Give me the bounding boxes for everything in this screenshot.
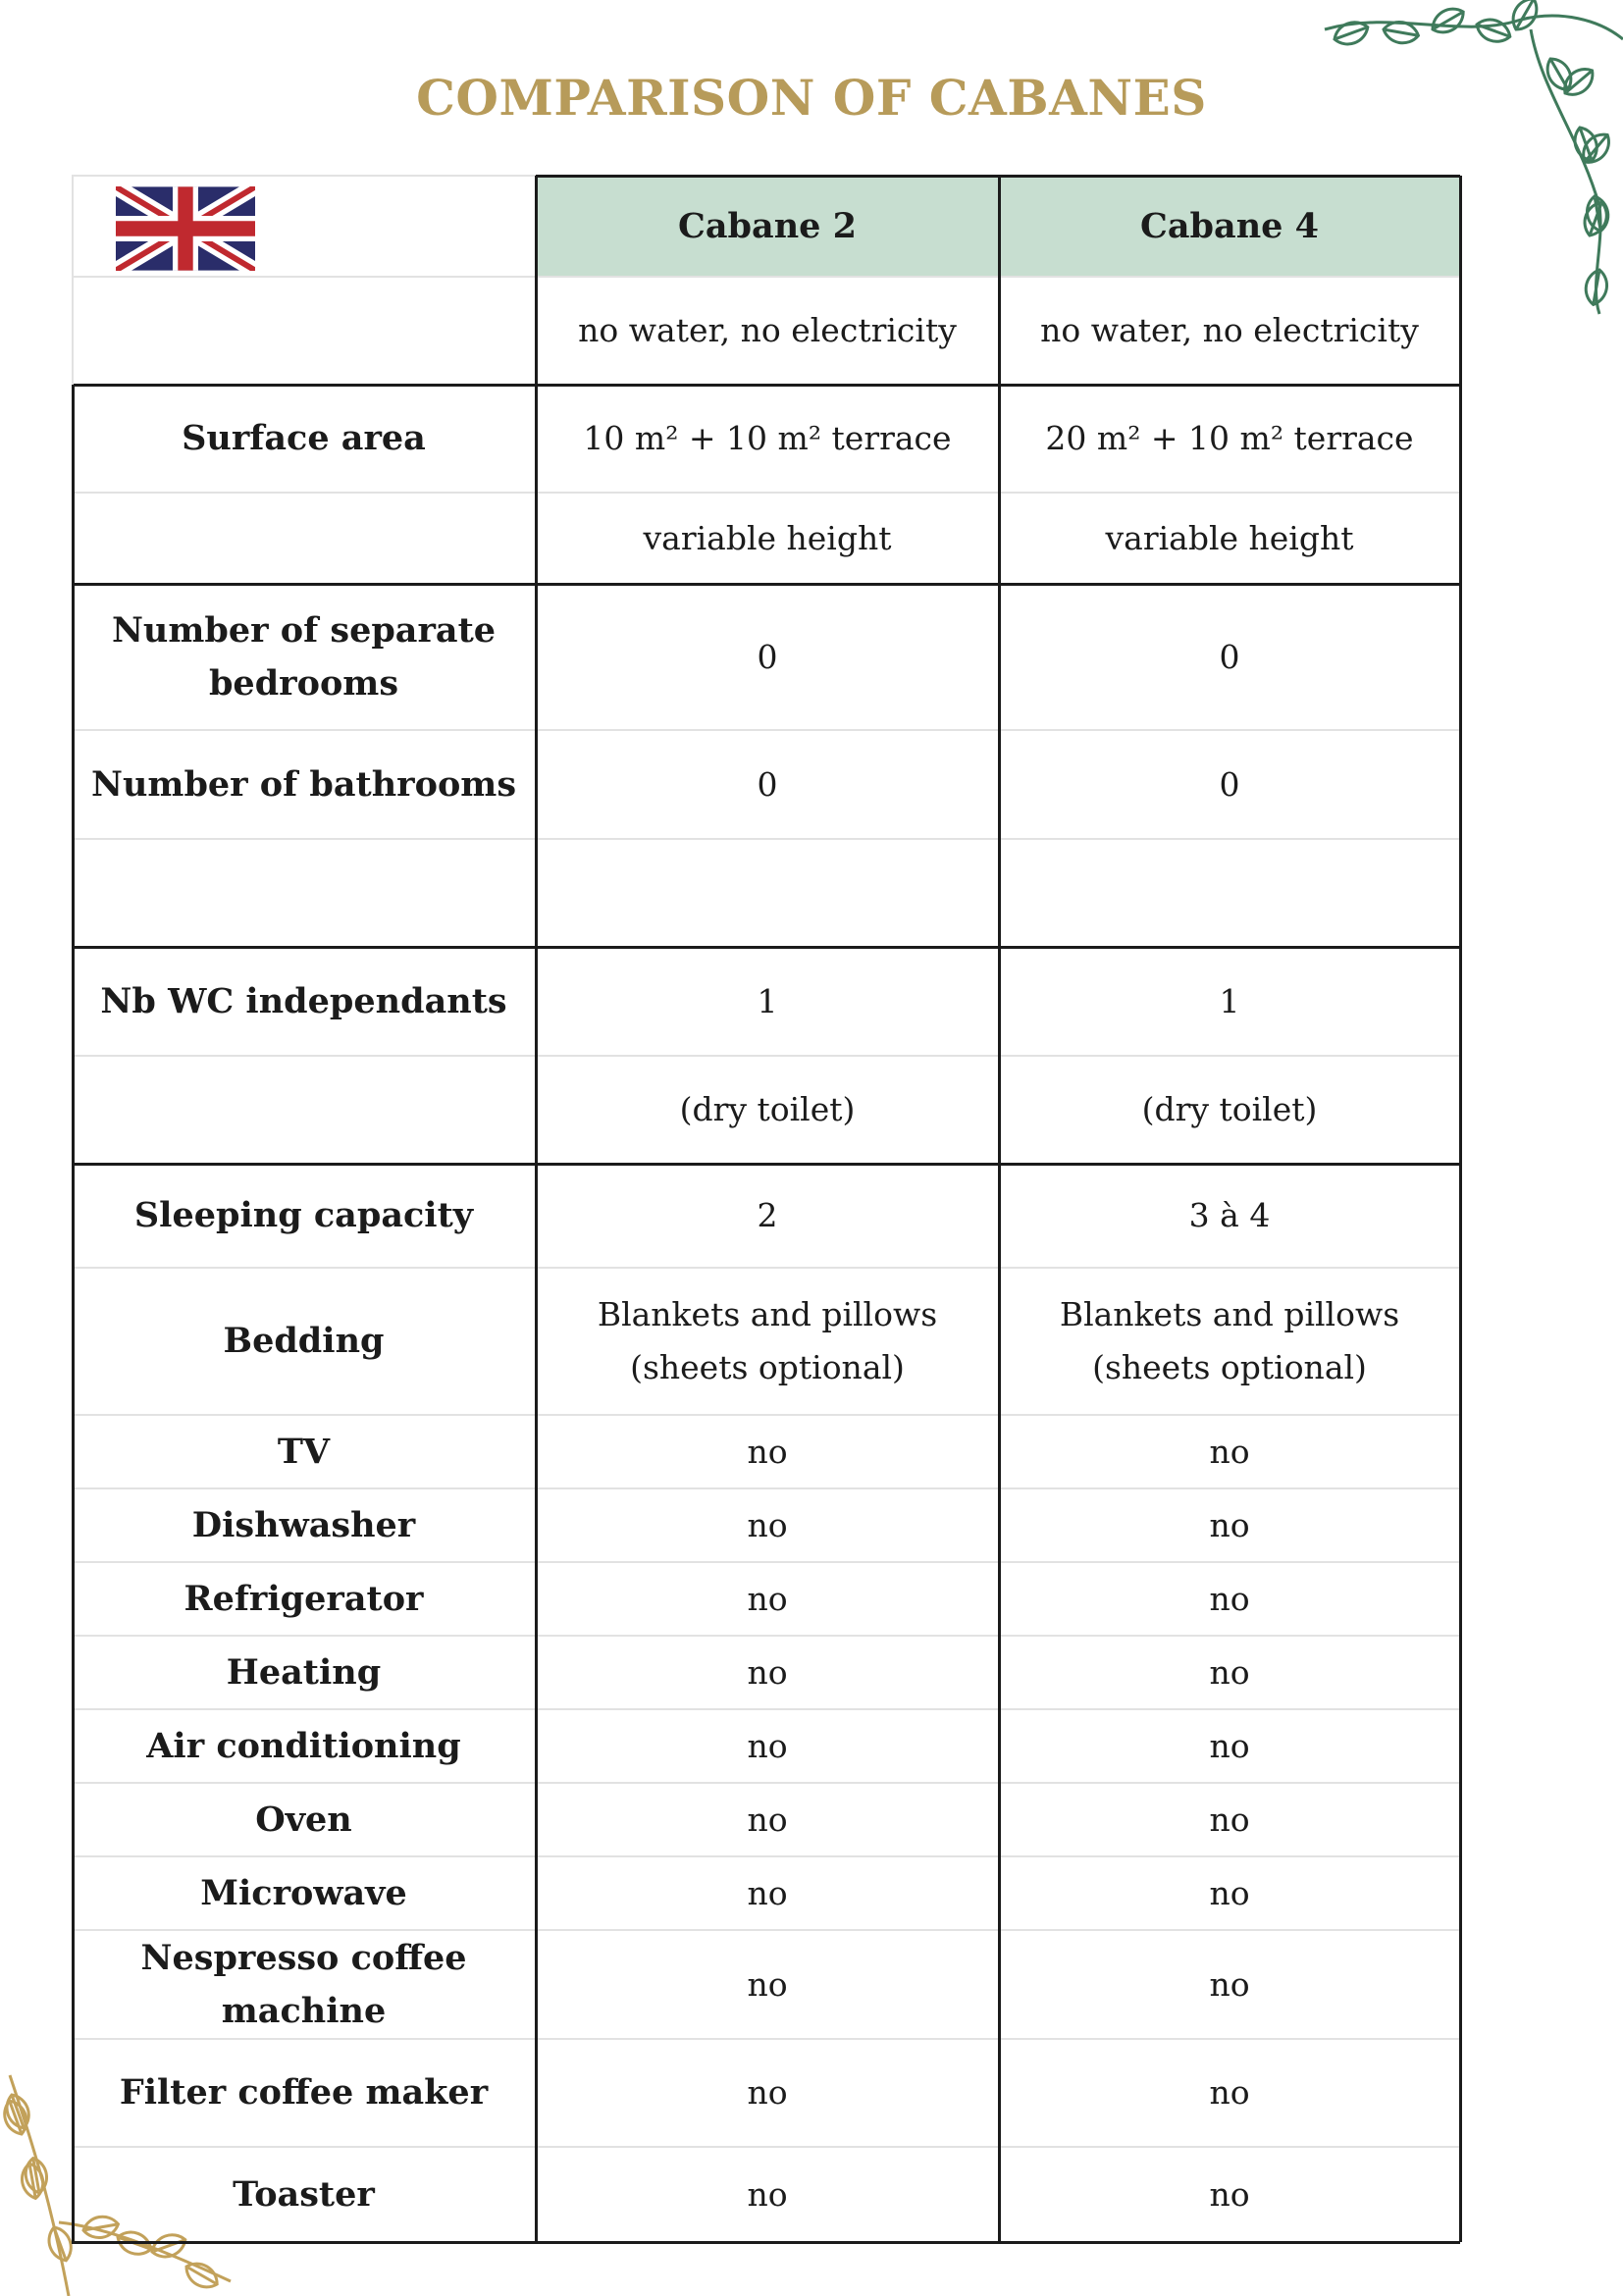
table-cell: 20 m² + 10 m² terrace [1045, 419, 1414, 457]
table-cell: no [1209, 1505, 1250, 1544]
row-label [72, 277, 536, 385]
table-cell: 2 [757, 1196, 778, 1234]
row-label [72, 839, 536, 947]
leaf-icon [20, 2162, 46, 2200]
table-cell: no [747, 1432, 788, 1471]
page-title: COMPARISON OF CABANES [416, 69, 1207, 127]
row-label: Number of bathrooms [90, 763, 517, 805]
table-cell: no [1209, 2073, 1250, 2112]
table-cell: no [1209, 1432, 1250, 1471]
table-cell: 1 [1219, 981, 1240, 1020]
table-cell: Blankets and pillows (sheets optional) [1059, 1295, 1400, 1386]
row-label: Number of separate bedrooms [111, 609, 497, 704]
table-cell: no [747, 2073, 788, 2112]
table-cell: 0 [1219, 637, 1240, 676]
leaf-icon [1428, 3, 1469, 38]
table-cell: no [747, 1964, 788, 2004]
table-cell: 1 [757, 981, 778, 1020]
row-label: TV [277, 1431, 331, 1472]
table-cell [999, 839, 1460, 947]
table-cell: no [747, 1652, 788, 1692]
table-cell: no [1209, 1964, 1250, 2004]
table-cell: no [747, 1726, 788, 1765]
row-label: Surface area [182, 418, 426, 458]
table-cell: no [1209, 1726, 1250, 1765]
row-label: Microwave [200, 1872, 407, 1913]
table-cell: 0 [1219, 764, 1240, 804]
table-cell: no [747, 1873, 788, 1912]
table-cell: (dry toilet) [679, 1090, 856, 1128]
row-label: Refrigerator [183, 1578, 424, 1619]
row-label: Filter coffee maker [119, 2072, 489, 2113]
uk-flag-icon [116, 186, 255, 271]
table-cell: 10 m² + 10 m² terrace [583, 419, 952, 457]
table-cell: 0 [757, 637, 778, 676]
table-cell: no [1209, 1652, 1250, 1692]
table-cell: no [1209, 1800, 1250, 1839]
row-label: Dishwasher [191, 1504, 416, 1545]
leaf-icon [1558, 63, 1598, 101]
row-label: Sleeping capacity [133, 1195, 474, 1235]
row-label: Nb WC independants [100, 980, 507, 1021]
table-cell: no water, no electricity [1040, 311, 1419, 349]
table-cell [536, 839, 999, 947]
table-cell: (dry toilet) [1141, 1090, 1318, 1128]
row-label [72, 493, 536, 584]
table-cell: no [747, 1579, 788, 1618]
row-label: Oven [255, 1799, 352, 1840]
table-cell: no [1209, 1873, 1250, 1912]
column-header: Cabane 2 [678, 205, 857, 246]
leaf-icon [1473, 15, 1513, 46]
table-cell: no [747, 1800, 788, 1839]
table-cell: no [1209, 1579, 1250, 1618]
table-cell: no water, no electricity [578, 311, 957, 349]
table-cell: variable height [643, 518, 892, 557]
table-cell: no [1209, 2174, 1250, 2214]
table-cell: Blankets and pillows (sheets optional) [597, 1295, 938, 1386]
table-cell: no [747, 2174, 788, 2214]
row-label: Bedding [223, 1321, 385, 1361]
row-label: Heating [226, 1651, 382, 1693]
table-cell: 0 [757, 764, 778, 804]
row-label: Toaster [233, 2173, 375, 2215]
table-cell: 3 à 4 [1188, 1196, 1271, 1234]
table-cell: variable height [1105, 518, 1354, 557]
column-header: Cabane 4 [1140, 205, 1319, 246]
row-label: Nespresso coffee machine [140, 1937, 467, 2031]
row-label [72, 1056, 536, 1164]
table-cell: no [747, 1505, 788, 1544]
row-label: Air conditioning [146, 1725, 461, 1766]
